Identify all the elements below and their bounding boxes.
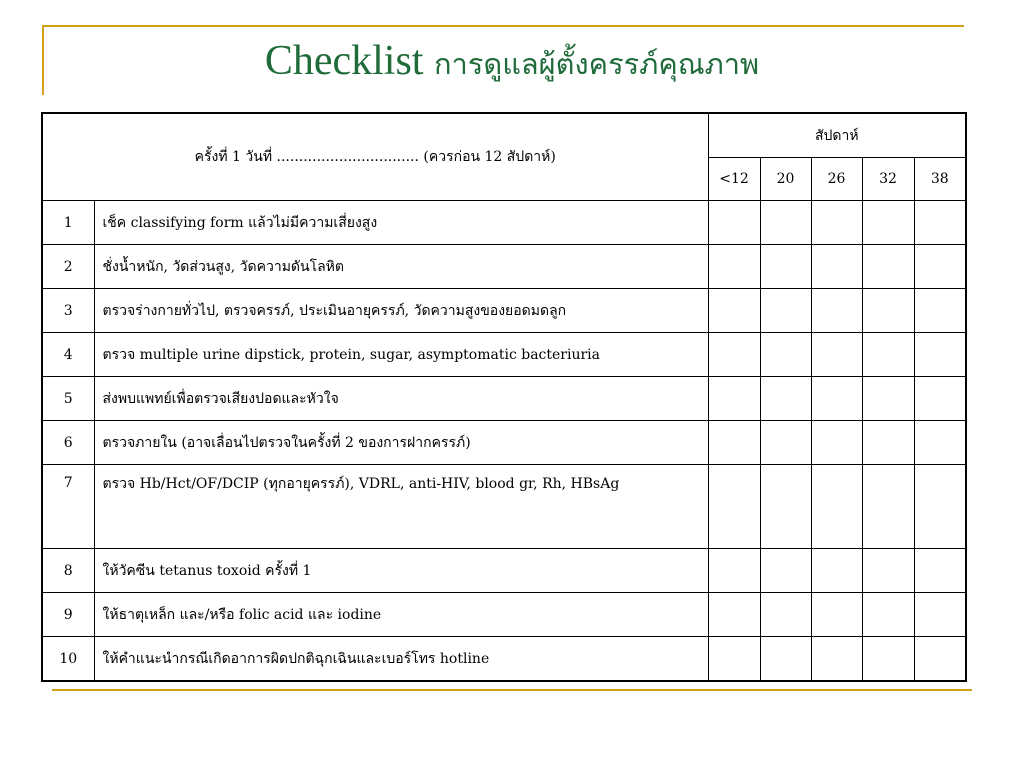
check-cell[interactable]: [811, 637, 862, 682]
check-cell[interactable]: [914, 465, 966, 549]
check-cell[interactable]: [914, 593, 966, 637]
week-header-32: 32: [862, 158, 914, 201]
check-cell[interactable]: [862, 289, 914, 333]
table-row: [42, 549, 966, 593]
check-cell[interactable]: [811, 593, 862, 637]
check-cell[interactable]: [708, 245, 760, 289]
check-cell[interactable]: [914, 289, 966, 333]
title-thai: การดูแลผู้ตั้งครรภ์คุณภาพ: [433, 47, 760, 81]
check-cell[interactable]: [760, 201, 811, 245]
check-cell[interactable]: [708, 637, 760, 682]
check-cell[interactable]: [914, 637, 966, 682]
check-cell[interactable]: [708, 549, 760, 593]
check-cell[interactable]: [811, 377, 862, 421]
week-header-lt12: <12: [708, 158, 760, 201]
row-number: 9: [42, 593, 94, 637]
check-cell[interactable]: [811, 289, 862, 333]
title-latin: Checklist: [264, 38, 424, 84]
weeks-header: สัปดาห์: [708, 113, 966, 158]
check-cell[interactable]: [760, 289, 811, 333]
top-accent-rule: [42, 25, 964, 27]
check-cell[interactable]: [862, 549, 914, 593]
row-text: ส่งพบแพทย์เพื่อตรวจเสียงปอดและหัวใจ: [94, 377, 708, 421]
table-row: [42, 201, 966, 245]
check-cell[interactable]: [811, 333, 862, 377]
header-row-1: [42, 113, 966, 158]
session-header: ครั้งที่ 1 วันที่ ................................ (ควรก่อน 12 สัปดาห์): [42, 113, 708, 201]
table-row: [42, 289, 966, 333]
row-number: 5: [42, 377, 94, 421]
check-cell[interactable]: [862, 637, 914, 682]
table-row: [42, 637, 966, 682]
check-cell[interactable]: [760, 465, 811, 549]
row-text: ชั่งน้ำหนัก, วัดส่วนสูง, วัดความดันโลหิต: [94, 245, 708, 289]
row-text: ตรวจ Hb/Hct/OF/DCIP (ทุกอายุครรภ์), VDRL, anti-HIV, blood gr, Rh, HBsAg: [94, 465, 708, 549]
table-row: [42, 245, 966, 289]
table-row: [42, 593, 966, 637]
row-number: 7: [42, 465, 94, 549]
week-header-20: 20: [760, 158, 811, 201]
check-cell[interactable]: [760, 333, 811, 377]
check-cell[interactable]: [708, 377, 760, 421]
table-row: [42, 377, 966, 421]
check-cell[interactable]: [914, 549, 966, 593]
check-cell[interactable]: [760, 593, 811, 637]
week-header-38: 38: [914, 158, 966, 201]
row-number: 1: [42, 201, 94, 245]
row-number: 3: [42, 289, 94, 333]
check-cell[interactable]: [708, 333, 760, 377]
check-cell[interactable]: [811, 201, 862, 245]
row-number: 2: [42, 245, 94, 289]
check-cell[interactable]: [811, 549, 862, 593]
check-cell[interactable]: [862, 421, 914, 465]
check-cell[interactable]: [811, 465, 862, 549]
row-text: ให้วัคซีน tetanus toxoid ครั้งที่ 1: [94, 549, 708, 593]
check-cell[interactable]: [760, 421, 811, 465]
check-cell[interactable]: [708, 593, 760, 637]
check-cell[interactable]: [811, 245, 862, 289]
checklist-table: [41, 112, 967, 682]
row-number: 10: [42, 637, 94, 682]
check-cell[interactable]: [708, 421, 760, 465]
table-row: [42, 333, 966, 377]
check-cell[interactable]: [708, 201, 760, 245]
check-cell[interactable]: [914, 245, 966, 289]
row-text: ตรวจร่างกายทั่วไป, ตรวจครรภ์, ประเมินอายุครรภ์, วัดความสูงของยอดมดลูก: [94, 289, 708, 333]
row-number: 4: [42, 333, 94, 377]
row-number: 6: [42, 421, 94, 465]
check-cell[interactable]: [862, 201, 914, 245]
week-header-26: 26: [811, 158, 862, 201]
row-text: เช็ค classifying form แล้วไม่มีความเสี่ยงสูง: [94, 201, 708, 245]
check-cell[interactable]: [760, 245, 811, 289]
check-cell[interactable]: [862, 593, 914, 637]
check-cell[interactable]: [708, 465, 760, 549]
check-cell[interactable]: [760, 549, 811, 593]
check-cell[interactable]: [862, 465, 914, 549]
check-cell[interactable]: [914, 377, 966, 421]
check-cell[interactable]: [914, 421, 966, 465]
row-text: ตรวจภายใน (อาจเลื่อนไปตรวจในครั้งที่ 2 ของการฝากครรภ์): [94, 421, 708, 465]
check-cell[interactable]: [708, 289, 760, 333]
bottom-accent-rule: [52, 689, 972, 691]
check-cell[interactable]: [862, 333, 914, 377]
row-text: ให้ธาตุเหล็ก และ/หรือ folic acid และ iodine: [94, 593, 708, 637]
table-row: [42, 465, 966, 549]
check-cell[interactable]: [914, 201, 966, 245]
row-text: ตรวจ multiple urine dipstick, protein, sugar, asymptomatic bacteriuria: [94, 333, 708, 377]
table-row: [42, 421, 966, 465]
row-text: ให้คำแนะนำกรณีเกิดอาการผิดปกติฉุกเฉินและเบอร์โทร hotline: [94, 637, 708, 682]
row-number: 8: [42, 549, 94, 593]
check-cell[interactable]: [760, 377, 811, 421]
check-cell[interactable]: [760, 637, 811, 682]
slide-title: [0, 30, 1024, 95]
check-cell[interactable]: [862, 245, 914, 289]
check-cell[interactable]: [862, 377, 914, 421]
check-cell[interactable]: [811, 421, 862, 465]
check-cell[interactable]: [914, 333, 966, 377]
